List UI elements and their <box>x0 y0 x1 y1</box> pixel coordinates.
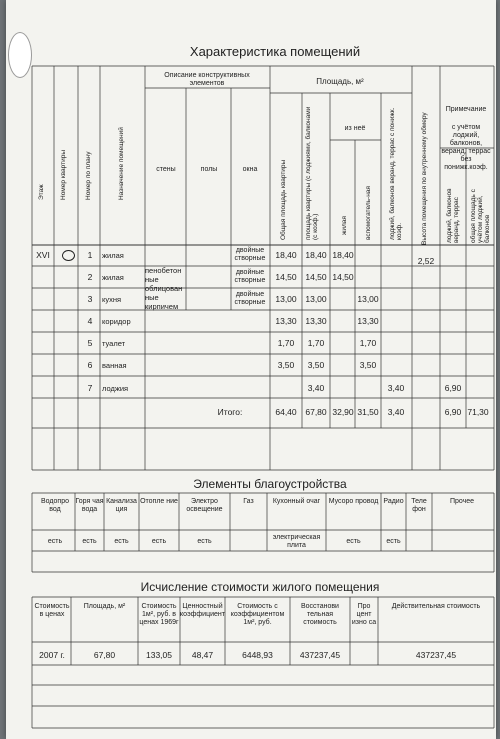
plan-number-cell: 7 <box>87 383 93 393</box>
auxiliary-area-cell: 3,50 <box>359 360 377 370</box>
amenity-value: есть <box>82 538 97 545</box>
area-with-loggia-cell: 18,40 <box>305 250 327 260</box>
amenity-value: есть <box>386 538 401 545</box>
area-with-loggia-cell: 13,00 <box>305 294 327 304</box>
amenity-header: Водопро вод <box>41 498 69 513</box>
total-area-cell: 1,70 <box>277 338 295 348</box>
floor-value: XVI <box>36 250 50 260</box>
area-with-loggia-cell: 13,30 <box>305 316 327 326</box>
total-area-cell: 3,50 <box>277 360 295 370</box>
itogo-total: 64,40 <box>275 407 297 417</box>
itogo-loggia: 3,40 <box>387 407 405 417</box>
amenity-header: Прочее <box>449 498 475 505</box>
header-apartment-number: Номер квартиры <box>60 149 67 200</box>
auxiliary-area-cell: 13,30 <box>357 316 379 326</box>
header-note: Примечание <box>445 106 487 113</box>
characteristics-title: Характеристика помещений <box>189 44 361 59</box>
amenity-value: есть <box>47 538 63 545</box>
amenity-header: Электро освещение <box>186 498 223 513</box>
cost-value: 133,05 <box>146 650 172 660</box>
total-area-cell: 13,30 <box>275 316 297 326</box>
amenity-header: Кухонный очаг <box>272 498 321 505</box>
header-plan-number: Номер по плану <box>85 151 92 200</box>
total-area-cell: 18,40 <box>275 250 297 260</box>
room-purpose-cell: коридор <box>102 317 131 326</box>
auxiliary-area-cell: 1,70 <box>359 338 377 348</box>
header-total-apartment-area: Общая площадь квартиры <box>280 159 287 240</box>
amenity-value: есть <box>114 538 129 545</box>
plan-number-cell: 4 <box>87 316 93 326</box>
area-with-loggia-cell: 1,70 <box>307 338 325 348</box>
cost-header: Площадь, м² <box>83 603 126 610</box>
cost-header: Стоимость 1м², руб. в ценах 1969г <box>139 603 179 626</box>
itogo-with-loggia: 67,80 <box>305 407 327 417</box>
amenity-header: Канализа ция <box>106 498 137 513</box>
room-purpose-cell: ванная <box>102 361 127 370</box>
amenity-header: Горя чая вода <box>75 498 104 513</box>
amenity-header: Радио <box>383 498 404 505</box>
cost-header: Стоимость с коэффициентом 1м², руб. <box>230 603 285 626</box>
itogo-note-total: 71,30 <box>467 407 489 417</box>
cost-header: Стоимость в ценах <box>34 603 70 618</box>
area-with-loggia-cell: 14,50 <box>305 272 327 282</box>
windows-cell: двойные створные <box>234 269 266 284</box>
header-note-detail: с учётом лоджий, балконов, веранд, террас без понижк.коэф. <box>441 124 491 171</box>
auxiliary-area-cell: 13,00 <box>357 294 379 304</box>
windows-cell: двойные створные <box>234 247 266 262</box>
living-area-cell: 14,50 <box>332 272 354 282</box>
header-auxiliary: вспомогатель-ная <box>365 186 372 240</box>
header-walls: стены <box>156 166 176 173</box>
header-of-which: из неё <box>344 125 366 132</box>
amenities-title: Элементы благоустройства <box>193 477 347 491</box>
header-loggia-balcony: лоджий, балконов веранд, террас с понижк. коэф. <box>389 107 403 240</box>
area-with-loggia-cell: 3,40 <box>307 383 325 393</box>
plan-number-cell: 6 <box>87 360 93 370</box>
room-purpose-cell: туалет <box>102 339 126 348</box>
header-area: Площадь, м² <box>316 77 364 86</box>
windows-cell: двойные створные <box>234 291 266 306</box>
itogo-label: Итого: <box>217 407 243 417</box>
apartment-number-circle <box>62 250 75 261</box>
amenity-value: электрическая плита <box>272 534 321 549</box>
itogo-auxiliary: 31,50 <box>357 407 379 417</box>
cost-header: Восстанови тельная стоимость <box>301 603 339 626</box>
walls-value: пенобетон ные облицован ные кирпичем <box>145 266 183 311</box>
loggia-area-cell: 3,40 <box>387 383 405 393</box>
cost-value: 48,47 <box>191 650 214 660</box>
plan-number-cell: 5 <box>87 338 93 348</box>
room-purpose-cell: кухня <box>102 295 122 304</box>
header-note-total: общая площадь с учётом лоджий, балконов <box>470 189 491 243</box>
living-area-cell: 18,40 <box>332 250 354 260</box>
amenity-header: Мусоро провод <box>328 498 379 505</box>
note-loggia-cell: 6,90 <box>444 383 462 393</box>
room-purpose-cell: лоджия <box>102 384 129 393</box>
header-room-purpose: Назначение помещений <box>118 127 125 200</box>
cost-value: 2007 г. <box>39 650 65 660</box>
cost-header: Ценностный коэффициент <box>180 603 225 618</box>
amenity-value: есть <box>151 538 167 545</box>
header-area-with-loggia: площадь квартиры (с лоджиями, балконами (с коэф.) <box>305 106 319 240</box>
total-area-cell: 14,50 <box>275 272 297 282</box>
total-area-cell: 13,00 <box>275 294 297 304</box>
plan-number-cell: 1 <box>87 250 93 260</box>
plan-number-cell: 3 <box>87 294 93 304</box>
cost-value: 437237,45 <box>415 650 457 660</box>
room-purpose-cell: жилая <box>102 251 124 260</box>
plan-number-cell: 2 <box>87 272 93 282</box>
cost-header: Про цент изно са <box>351 603 377 626</box>
room-purpose-cell: жилая <box>102 273 124 282</box>
area-with-loggia-cell: 3,50 <box>307 360 325 370</box>
cost-title: Исчисление стоимости жилого помещения <box>140 580 380 594</box>
header-floor: Этаж <box>38 184 45 200</box>
header-note-loggia: лоджий, балконов веранд, террас <box>446 188 460 243</box>
amenity-value: есть <box>197 538 212 545</box>
cost-header: Действительная стоимость <box>391 603 481 610</box>
cost-value: 6448,93 <box>242 650 273 660</box>
header-living: жилая <box>341 216 348 235</box>
amenity-header: Отопле ние <box>140 498 178 505</box>
header-windows: окна <box>242 166 258 173</box>
header-floors: полы <box>200 166 218 173</box>
itogo-note-loggia: 6,90 <box>444 407 462 417</box>
amenity-value: есть <box>346 538 361 545</box>
amenity-header: Теле фон <box>411 498 427 513</box>
height-value: 2,52 <box>417 256 435 266</box>
amenity-header: Газ <box>243 498 254 505</box>
cost-value: 67,80 <box>93 650 116 660</box>
header-room-height: Высота помещения по внутреннему обмеру <box>421 112 428 245</box>
cost-value: 437237,45 <box>299 650 341 660</box>
header-construction: Описание конструктивных элементов <box>164 72 250 87</box>
itogo-living: 32,90 <box>332 407 354 417</box>
